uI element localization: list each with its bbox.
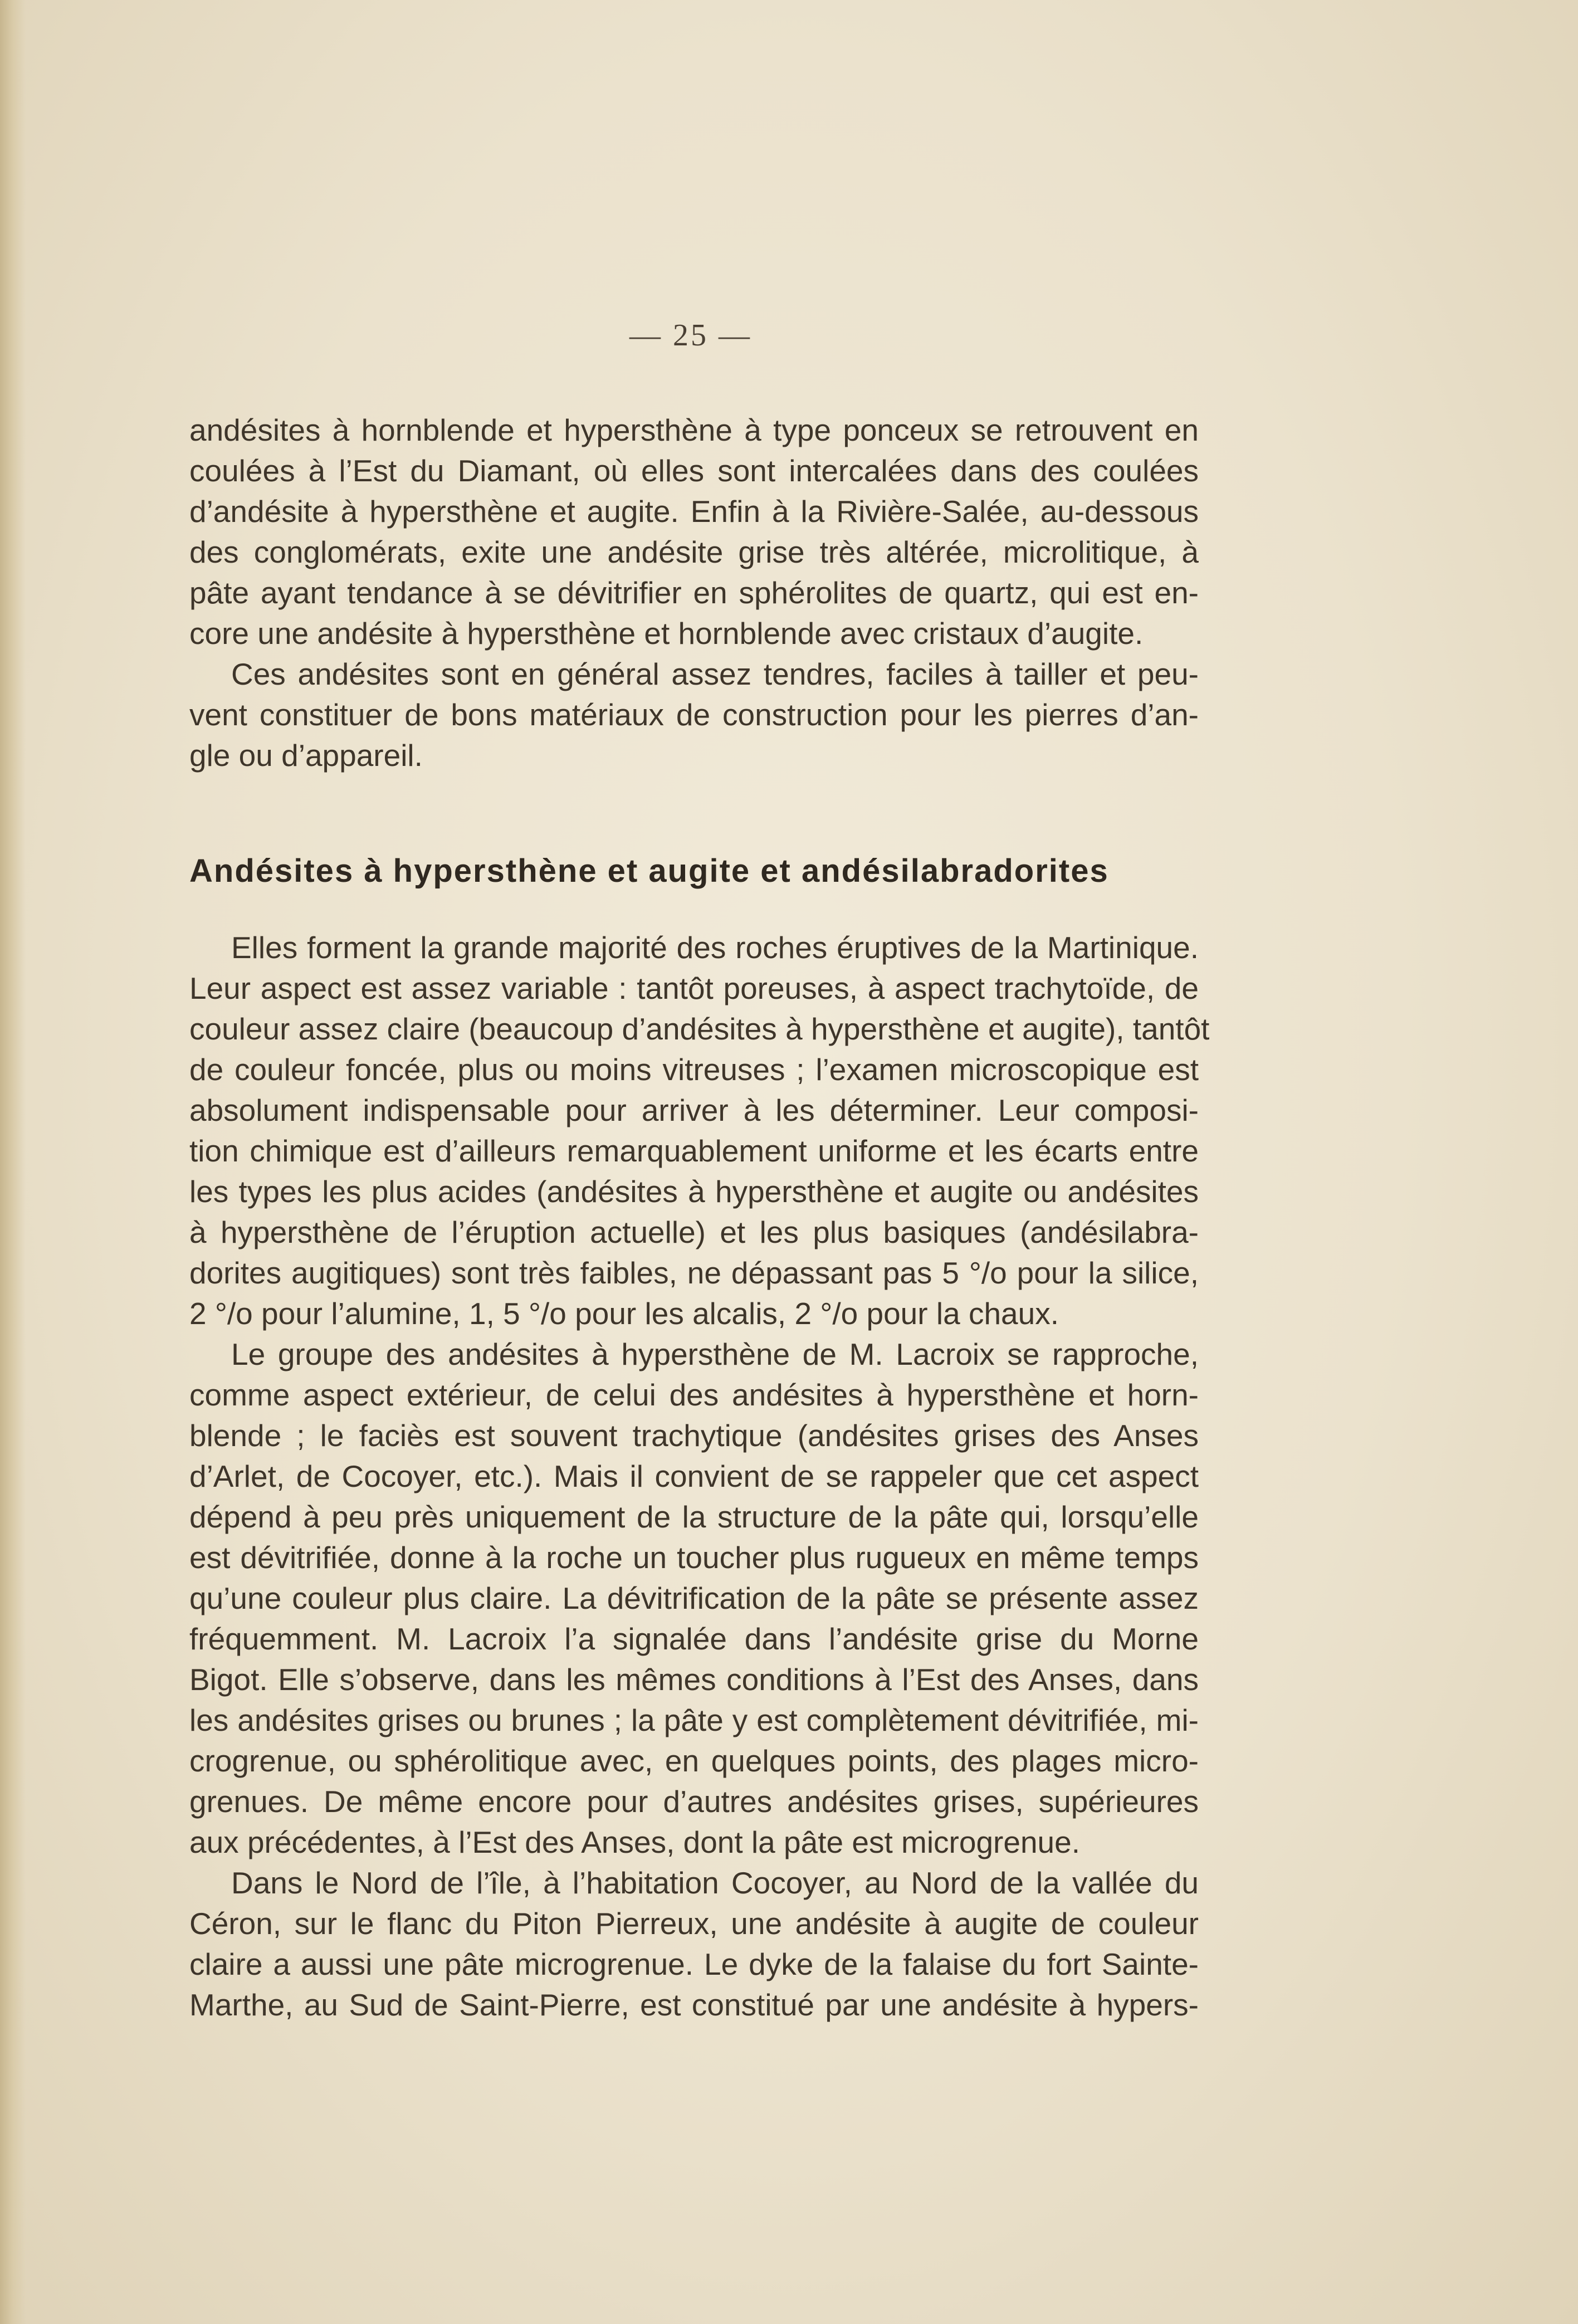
text-line: Leur aspect est assez variable : tantôt poreuses, à aspect trachytoïde, de — [189, 971, 1199, 1005]
text-line: Le groupe des andésites à hypersthène de M. Lacroix se rapproche, — [231, 1337, 1199, 1371]
text-line: coulées à l’Est du Diamant, où elles sont intercalées dans des coulées — [189, 453, 1199, 488]
text-line: dorites augitiques) sont très faibles, ne dépassant pas 5 °/o pour la silice, — [189, 1256, 1199, 1290]
text-line: qu’une couleur plus claire. La dévitrification de la pâte se présente assez — [189, 1581, 1199, 1615]
text-line: claire a aussi une pâte microgrenue. Le dyke de la falaise du fort Sainte- — [189, 1947, 1199, 1981]
text-line: les andésites grises ou brunes ; la pâte y est complètement dévitrifiée, mi- — [189, 1703, 1199, 1737]
text-line: andésites à hornblende et hypersthène à type ponceux se retrouvent en — [189, 413, 1199, 447]
text-line: fréquemment. M. Lacroix l’a signalée dans l’andésite grise du Morne — [189, 1622, 1199, 1656]
text-line: couleur assez claire (beaucoup d’andésites à hypersthène et augite), tantôt — [189, 1012, 1210, 1046]
text-line: pâte ayant tendance à se dévitrifier en sphérolites de quartz, qui est en- — [189, 575, 1199, 610]
page-edge — [0, 0, 26, 2324]
text-line: core une andésite à hypersthène et hornblende avec cristaux d’augite. — [189, 616, 1144, 651]
text-line: d’andésite à hypersthène et augite. Enfin à la Rivière-Salée, au-dessous — [189, 494, 1199, 529]
text-line: Bigot. Elle s’observe, dans les mêmes conditions à l’Est des Anses, dans — [189, 1662, 1199, 1697]
section-heading: Andésites à hypersthène et augite et andésilabradorites — [189, 853, 1109, 889]
text-line: Elles forment la grande majorité des roches éruptives de la Martinique. — [231, 930, 1199, 965]
section-body — [189, 927, 1210, 2025]
text-line: dépend à peu près uniquement de la structure de la pâte qui, lorsqu’elle — [189, 1500, 1199, 1534]
text-line: d’Arlet, de Cocoyer, etc.). Mais il convient de se rappeler que cet aspect — [189, 1459, 1199, 1493]
text-line: est dévitrifiée, donne à la roche un toucher plus rugueux en même temps — [189, 1540, 1199, 1575]
text-line: de couleur foncée, plus ou moins vitreuses ; l’examen microscopique est — [189, 1052, 1199, 1087]
text-line: Ces andésites sont en général assez tendres, faciles à tailler et peu- — [231, 657, 1199, 691]
text-line: vent constituer de bons matériaux de construction pour les pierres d’an- — [189, 697, 1199, 732]
text-line: aux précédentes, à l’Est des Anses, dont la pâte est microgrenue. — [189, 1825, 1081, 1859]
text-line: Dans le Nord de l’île, à l’habitation Cocoyer, au Nord de la vallée du — [231, 1866, 1199, 1900]
text-line: grenues. De même encore pour d’autres andésites grises, supérieures — [189, 1784, 1199, 1819]
text-line: à hypersthène de l’éruption actuelle) et les plus basiques (andésilabra- — [189, 1215, 1199, 1249]
text-line: 2 °/o pour l’alumine, 1, 5 °/o pour les alcalis, 2 °/o pour la chaux. — [189, 1296, 1059, 1331]
text-line: gle ou d’appareil. — [189, 738, 423, 773]
paragraph-continuation — [189, 410, 1199, 776]
text-line: absolument indispensable pour arriver à les déterminer. Leur composi- — [189, 1093, 1199, 1127]
text-line: tion chimique est d’ailleurs remarquablement uniforme et les écarts entre — [189, 1134, 1199, 1168]
text-line: les types les plus acides (andésites à hypersthène et augite ou andésites — [189, 1174, 1199, 1209]
text-line: Marthe, au Sud de Saint-Pierre, est constitué par une andésite à hypers- — [189, 1988, 1199, 2022]
text-line: Céron, sur le flanc du Piton Pierreux, une andésite à augite de couleur — [189, 1906, 1199, 1941]
page-number: — 25 — — [629, 318, 752, 353]
text-line: des conglomérats, exite une andésite grise très altérée, microlitique, à — [189, 535, 1199, 569]
text-line: crogrenue, ou sphérolitique avec, en quelques points, des plages micro- — [189, 1744, 1199, 1778]
text-line: blende ; le faciès est souvent trachytique (andésites grises des Anses — [189, 1418, 1199, 1453]
text-line: comme aspect extérieur, de celui des andésites à hypersthène et horn- — [189, 1378, 1199, 1412]
